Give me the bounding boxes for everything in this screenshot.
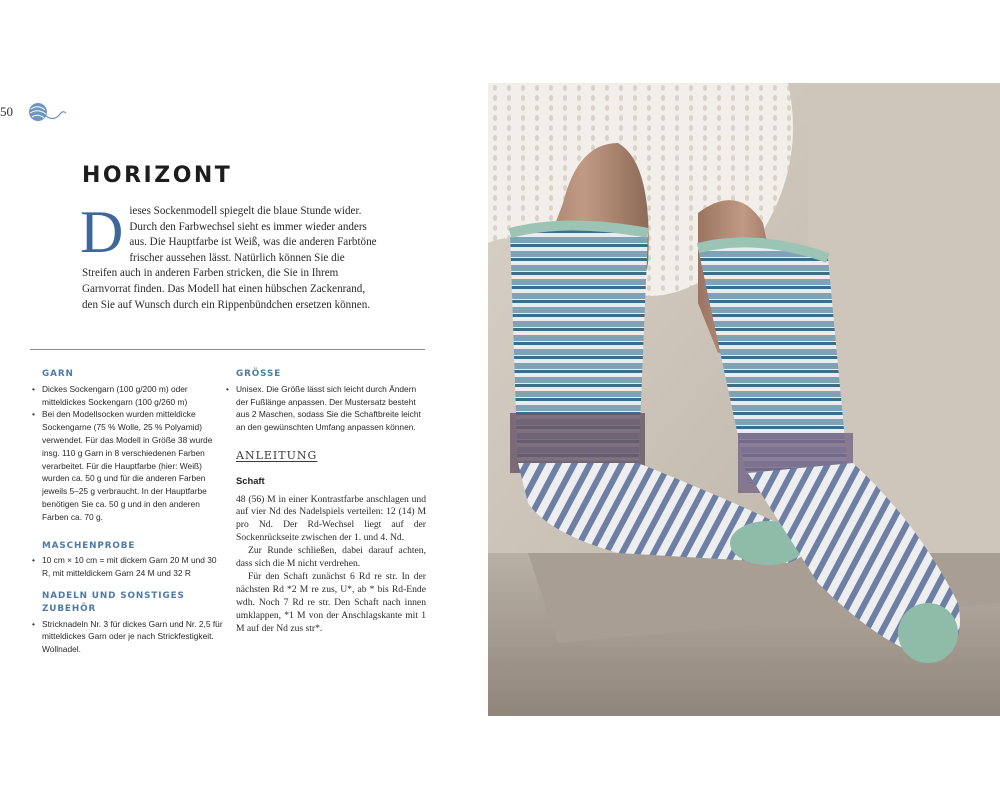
nadeln-list [42, 618, 224, 656]
instruction-paragraph: Für den Schaft zunächst 6 Rd re str. In der nächsten Rd *2 M re zus, U*, ab * bis Rd-Ende wdh. Noch 7 Rd re str. Den Schaft nach innen umklappen, *1 M von der Anschlagskante mit 1 M auf der Nd zus str*. [236, 571, 426, 634]
page-number: 50 [0, 104, 13, 119]
maschenprobe-list [42, 554, 224, 580]
intro-paragraph [80, 199, 382, 313]
groesse-heading: GRÖSSE [236, 369, 282, 379]
groesse-list [236, 383, 426, 434]
intro-text: ieses Sockenmodell spiegelt die blaue Stunde wider. Durch den Farbwechsel sieht es immer wieder anders aus. Die Hauptfarbe ist Weiß, was die anderen Farbtöne frischer aussehen lässt. Natürlich können Sie die Streifen auch in anderen Farben stricken, die Sie in Ihrem Garnvorrat finden. Das Modell hat einen hübschen Zackenrand, den Sie auf Wunsch durch ein Rippenbündchen ersetzen können. [82, 205, 377, 311]
yarn-ball-icon [26, 100, 68, 124]
instruction-paragraph: 48 (56) M in einer Kontrastfarbe anschlagen und auf vier Nd des Nadelspiels verteilen: 12 (14) M pro Nd. Der Rd-Wechsel liegt auf der Sockenrückseite zwischen der 1. und 4. Nd. [236, 493, 426, 544]
list-item: • Bei den Modellsocken wurden mitteldicke Sockengarne (75 % Wolle, 25 % Polyamid) verwendet. Für das Modell in Größe 38 wurde insg. 110 g Garn in 8 verschiedenen Farben verarbeitet. Für die Hauptfarbe (hier: Weiß) wurden ca. 50 g und für die anderen Farben jeweils 5–25 g verbraucht. In der Hauptfarbe benötigen Sie ca. 50 g und in den anderen Farben ca. 70 g. [42, 408, 224, 523]
socks-photo [488, 83, 1000, 716]
garn-list [42, 383, 224, 524]
materials-column [42, 368, 224, 666]
list-item: • Unisex. Die Größe lässt sich leicht durch Ändern der Fußlänge anpassen. Der Mustersatz besteht aus 2 Maschen, sodass Sie die Schaftbreite leicht an den gewünschten Umfang anpassen können. [236, 383, 426, 434]
schaft-subheading: Schaft [236, 474, 265, 486]
page-title: HORIZONT [82, 163, 233, 188]
instructions-column [236, 368, 426, 636]
instruction-paragraph: Zur Runde schließen, dabei darauf achten, dass sich die M nicht verdrehen. [236, 545, 426, 570]
list-item: • 10 cm × 10 cm = mit dickem Garn 20 M und 30 R, mit mitteldickem Garn 24 M und 32 R [42, 554, 224, 580]
maschenprobe-heading: MASCHENPROBE [42, 540, 136, 551]
list-item: • Stricknadeln Nr. 3 für dickes Garn und Nr. 2,5 für mitteldickes Garn oder je nach Strickfestigkeit. Wollnadel. [42, 618, 224, 656]
nadeln-heading: NADELN UND SONSTIGES ZUBEHÖR [42, 590, 185, 614]
dropcap: D [80, 199, 124, 265]
anleitung-heading: ANLEITUNG [236, 448, 318, 462]
garn-heading: GARN [42, 369, 74, 379]
list-item: • Dickes Sockengarn (100 g/200 m) oder mitteldickes Sockengarn (100 g/260 m) [42, 383, 224, 409]
section-divider [30, 349, 425, 350]
